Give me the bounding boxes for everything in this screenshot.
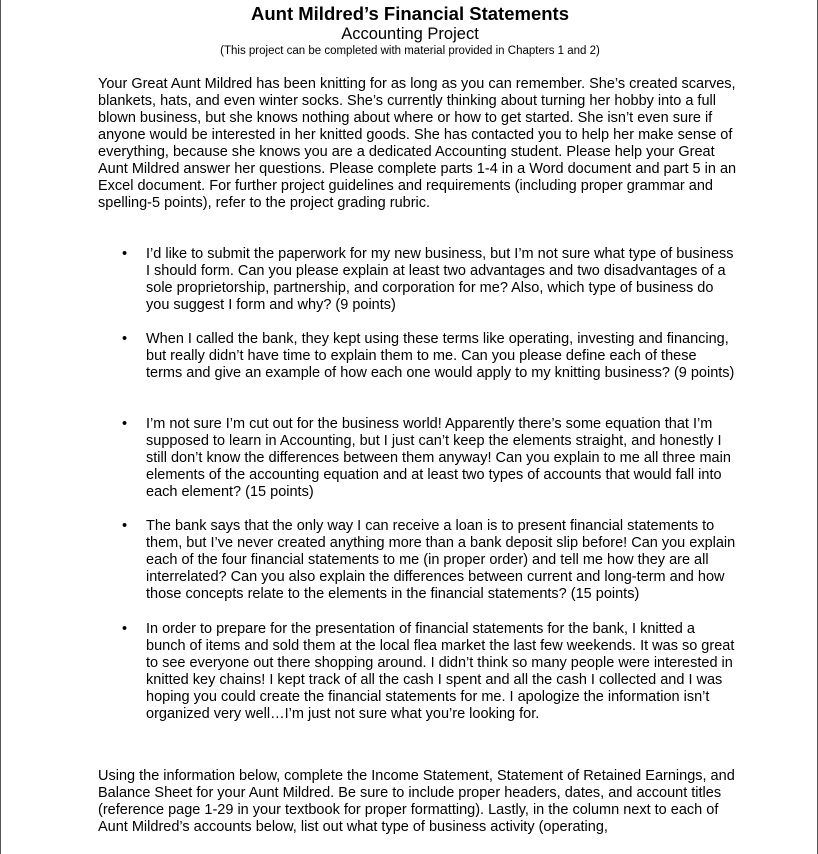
chapter-note: (This project can be completed with material provided in Chapters 1 and 2) xyxy=(220,45,600,57)
list-item-text: I’m not sure I’m cut out for the business world! Apparently there’s some equation that I’m supposed to learn in Accounting, but I just can’t keep the elements straight, and honestly I still don’t know the differences between them anyway! Can you explain to me all three main elements of the accounting equation and at least two types of accounts that would fall into each element? (15 points) xyxy=(146,416,731,500)
list-item-text: The bank says that the only way I can receive a loan is to present financial statements to them, but I’ve never created anything more than a bank deposit slip before! Can you explain each of the four financial statements to me (in proper order) and tell me how they are all interrelated? Can you also explain the differences between current and long-term and how those concepts relate to the elements in the financial statements? (15 points) xyxy=(146,518,736,602)
bullet-icon: • xyxy=(122,621,128,637)
bullet-icon: • xyxy=(122,416,128,432)
list-item xyxy=(122,518,736,603)
list-item-text: When I called the bank, they kept using these terms like operating, investing and financing, but really didn’t have time to explain them to me. Can you please define each of these terms and give an example of how each one would apply to my knitting business? (9 points) xyxy=(146,331,735,381)
list-item-text: I’d like to submit the paperwork for my new business, but I’m not sure what type of business I should form. Can you please explain at least two advantages and two disadvantages of a sole proprietorship, partnership, and corporation for me? Also, which type of business do you suggest I form and why? (9 points) xyxy=(146,246,734,313)
list-item xyxy=(122,416,736,501)
list-item xyxy=(122,331,736,382)
bullet-icon: • xyxy=(122,246,128,262)
closing-paragraph: Using the information below, complete the Income Statement, Statement of Retained Earnings, and Balance Sheet for your Aunt Mildred. Be sure to include proper headers, dates, and account titles (reference page 1-29 in your textbook for proper formatting). Lastly, in the column next to each of Aunt Mildred’s accounts below, list out what type of business activity (operating, xyxy=(98,768,735,835)
document-title: Aunt Mildred’s Financial Statements xyxy=(251,3,569,24)
bullet-icon: • xyxy=(122,518,128,534)
list-item-text: In order to prepare for the presentation of financial statements for the bank, I knitted a bunch of items and sold them at the local flea market the last few weekends. It was so great to see everyone out there shopping around. I didn’t think so many people were interested in knitted key chains! I kept track of all the cash I spent and all the cash I collected and I was hoping you could create the financial statements for me. I apologize the information isn’t organized very well…I’m just not sure what you’re looking for. xyxy=(146,621,735,722)
list-item xyxy=(122,246,736,314)
document-subtitle: Accounting Project xyxy=(341,25,479,43)
intro-paragraph: Your Great Aunt Mildred has been knitting for as long as you can remember. She’s created scarves, blankets, hats, and even winter socks. She’s currently thinking about turning her hobby into a full blown business, but she knows nothing about where or how to get started. She isn’t even sure if anyone would be interested in her knitted goods. She has contacted you to help her make sense of everything, because she knows you are a dedicated Accounting student. Please help your Great Aunt Mildred answer her questions. Please complete parts 1-4 in a Word document and part 5 in an Excel document. For further project guidelines and requirements (including proper grammar and spelling-5 points), refer to the project grading rubric. xyxy=(98,76,737,211)
list-item xyxy=(122,621,736,723)
bullet-icon: • xyxy=(122,331,128,347)
